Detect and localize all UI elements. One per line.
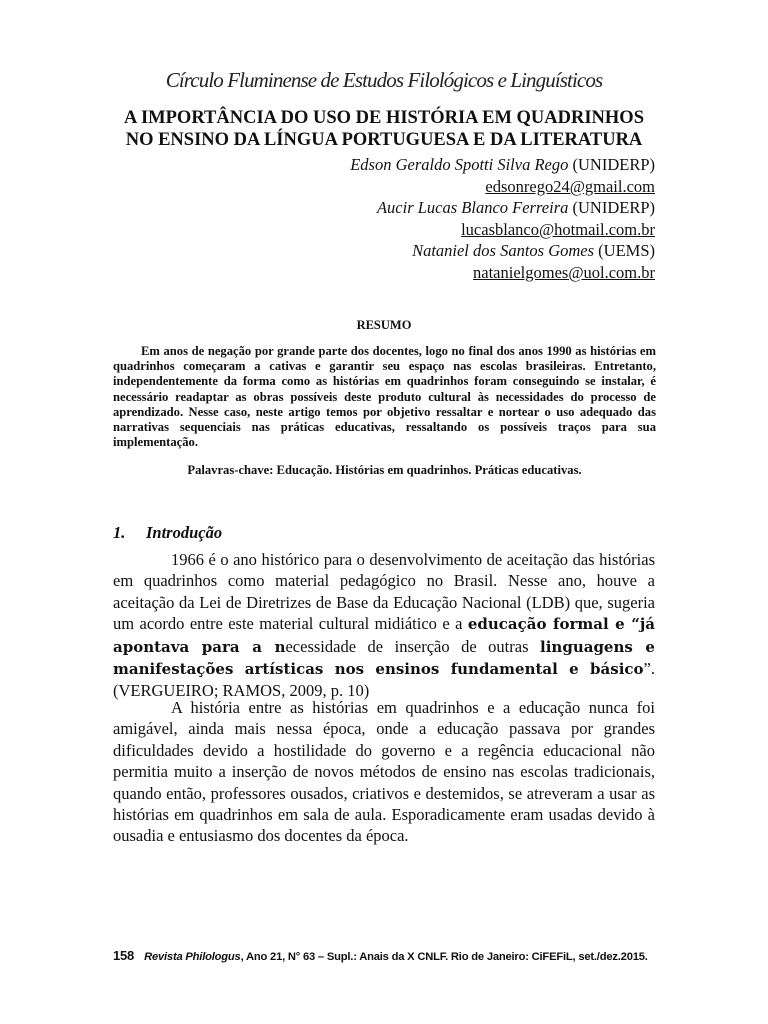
paragraph-text: 1966 é o ano histórico para o desenvolvimento de aceitação das histórias em quadrinhos como material pedagógico no Brasil. Nesse ano, houve a aceitação da Lei de Diretrizes de Base da Educação Nacional (LDB) que, sugeria um acordo entre este material cultural midiático e a: [113, 550, 655, 634]
page-number: 158: [113, 948, 135, 963]
author-name: Nataniel dos Santos Gomes: [412, 241, 595, 261]
paragraph-text: ecessidade de inserção de outras: [285, 636, 541, 656]
section-number: 1.: [113, 523, 126, 542]
author-block: [155, 154, 655, 284]
paragraph-text: ”. (VERGUEIRO; RAMOS, 2009, p. 10): [113, 659, 655, 701]
author-name: Edson Geraldo Spotti Silva Rego: [350, 155, 569, 174]
author-affiliation: (UNIDERP): [568, 198, 655, 218]
author-affiliation: (UEMS): [594, 241, 655, 261]
author-email[interactable]: lucasblanco@hotmail.com.br: [461, 219, 655, 239]
article-title: [100, 107, 668, 151]
author-affiliation: (UNIDERP): [568, 155, 655, 174]
section-heading: [113, 523, 222, 543]
author-line: [155, 154, 655, 176]
title-line-1: A IMPORTÂNCIA DO USO DE HISTÓRIA EM QUADRINHOS: [124, 108, 644, 128]
body-paragraph: [113, 549, 655, 702]
journal-header: Círculo Fluminense de Estudos Filológicos e Linguísticos: [165, 68, 603, 92]
title-line-2: NO ENSINO DA LÍNGUA PORTUGUESA E DA LITERATURA: [125, 130, 643, 150]
abstract-text: Em anos de negação por grande parte dos docentes, logo no final dos anos 1990 as histórias em quadrinhos começaram a cativas e garantir seu espaço nas escolas brasileiras. Entretanto, independentemente da forma como as histórias em quadrinhos foram conseguindo se instalar, é necessário readaptar as obras possíveis deste produto cultural às necessidades do processo de aprendizado. Nesse caso, neste artigo temos por objetivo ressaltar e nortear o uso adequado das narrativas sequenciais nas práticas educativas, ressaltando os possíveis traços para sua implementação.: [113, 344, 656, 450]
page-footer: [113, 948, 673, 963]
author-line: [155, 197, 655, 219]
footer-citation: , Ano 21, N° 63 – Supl.: Anais da X CNLF. Rio de Janeiro: CiFEFiL, set./dez.2015.: [240, 951, 648, 963]
abstract-heading: RESUMO: [356, 318, 412, 332]
section-title: Introdução: [146, 523, 223, 542]
author-name: Aucir Lucas Blanco Ferreira: [376, 198, 569, 218]
emphasized-text: linguagens e manifestações artísticas nos ensinos fundamental e básico: [113, 637, 655, 679]
keywords: Palavras-chave: Educação. Histórias em quadrinhos. Práticas educativas.: [187, 463, 582, 477]
emphasized-text: educação formal e “já apontava para a n: [113, 615, 656, 656]
author-line: [155, 240, 655, 262]
author-email[interactable]: edsonrego24@gmail.com: [485, 176, 655, 196]
journal-name: Revista Philologus: [144, 951, 241, 963]
author-email[interactable]: natanielgomes@uol.com.br: [473, 262, 655, 282]
body-paragraph: A história entre as histórias em quadrinhos e a educação nunca foi amigável, ainda mais nessa época, onde a educação passava por grandes dificuldades devido a hostilidade do governo e a regência educacional não permitia muito a inserção de novos métodos de ensino nas escolas tradicionais, quando então, professores ousados, criativos e destemidos, se atreveram a usar as histórias em quadrinhos em sala de aula. Esporadicamente eram usadas devido à ousadia e entusiasmo dos docentes da época.: [113, 698, 655, 846]
